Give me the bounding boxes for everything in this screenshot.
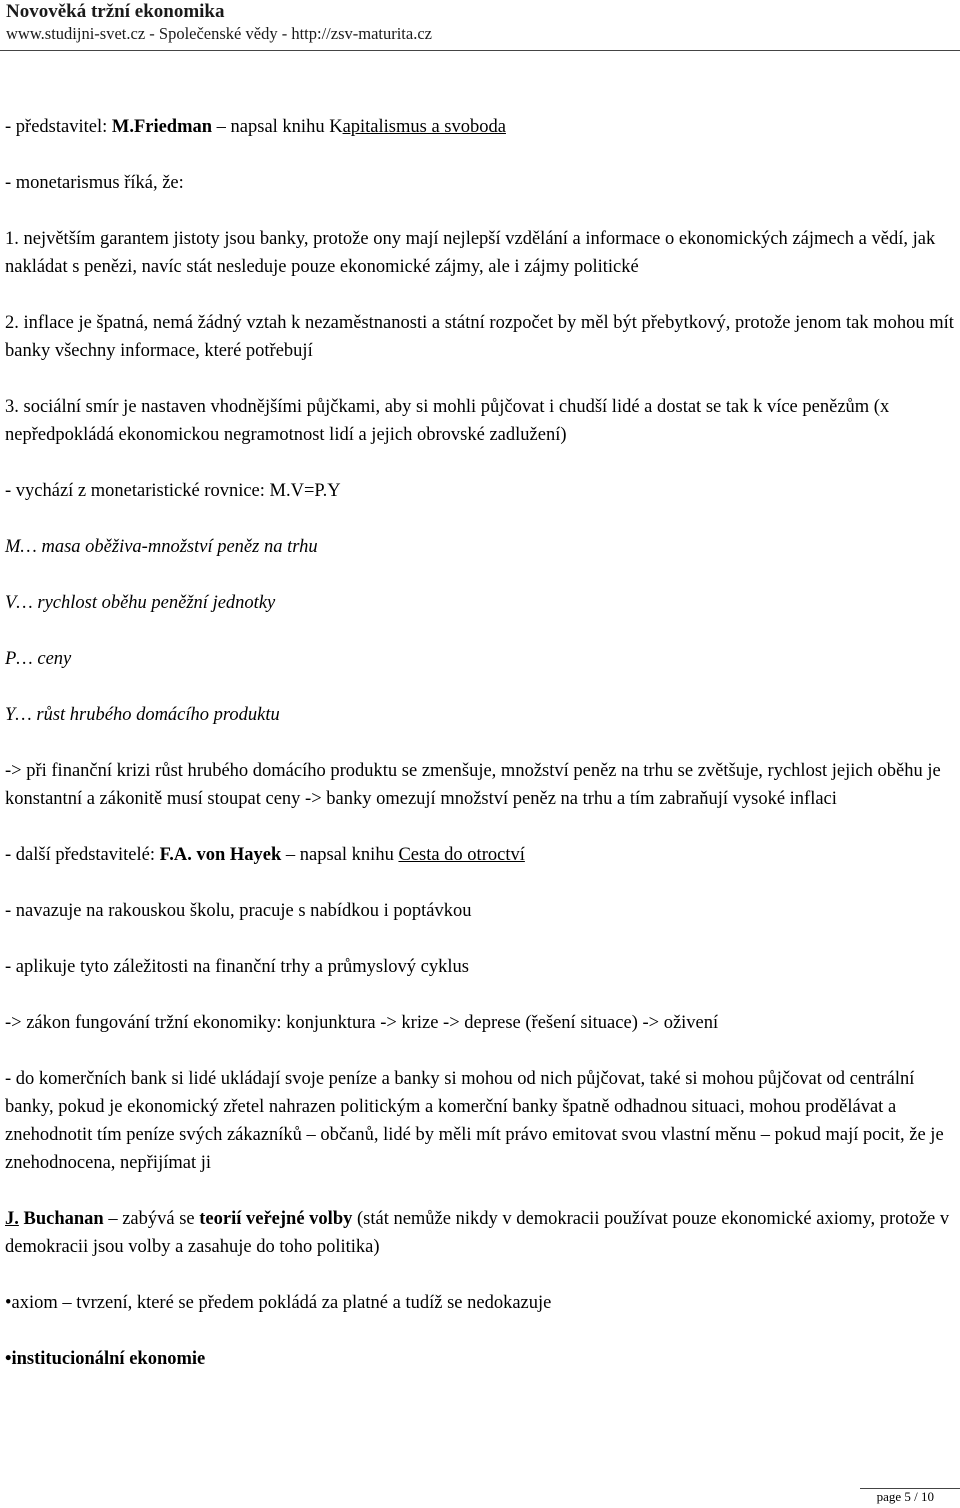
document-subtitle: www.studijni-svet.cz - Společenské vědy - http://zsv-maturita.cz bbox=[6, 24, 432, 43]
equation-term-y: Y… růst hrubého domácího produktu bbox=[5, 705, 280, 725]
paragraph: -> zákon fungování tržní ekonomiky: konjunktura -> krize -> deprese (řešení situace) -> oživení bbox=[5, 1013, 719, 1033]
text: - další představitelé: bbox=[5, 845, 160, 865]
author-name: F.A. von Hayek bbox=[159, 845, 282, 865]
author-initial: J. bbox=[5, 1209, 19, 1229]
text: – zabývá se bbox=[103, 1209, 200, 1229]
equation-term-v: V… rychlost oběhu peněžní jednotky bbox=[5, 593, 276, 613]
equation-term-p: P… ceny bbox=[5, 649, 72, 669]
header-divider bbox=[0, 50, 960, 51]
text: - představitel: bbox=[5, 117, 112, 137]
paragraph: 1. největším garantem jistoty jsou banky, protože ony mají nejlepší vzdělání a informace o ekonomických zájmech a vědí, jak nakládat s penězi, navíc stát nesleduje pouze ekonomické zájmy, ale i zájmy politické bbox=[5, 229, 936, 277]
author-name: Buchanan bbox=[18, 1209, 104, 1229]
page-number: page 5 / 10 bbox=[876, 1489, 934, 1504]
paragraph-friedman bbox=[5, 113, 955, 141]
paragraph: -> při finanční krizi růst hrubého domácího produktu se zmenšuje, množství peněz na trhu se zvětšuje, rychlost jejich oběhu je konstantní a zákonitě musí stoupat ceny -> banky omezují množství peněz na trhu a tím zabraňují vysoké inflaci bbox=[5, 761, 941, 809]
page-header bbox=[6, 0, 432, 46]
paragraph: - vychází z monetaristické rovnice: M.V=P.Y bbox=[5, 481, 341, 501]
text: (stát nemůže nikdy v demokracii používat pouze ekonomické axiomy, protože v demokracii jsou volby a zasahuje do toho politika) bbox=[5, 1209, 950, 1257]
text: – napsal knihu K bbox=[212, 117, 343, 137]
book-title: apitalismus a svoboda bbox=[342, 117, 506, 137]
paragraph: - monetarismus říká, že: bbox=[5, 173, 184, 193]
bullet-item: •axiom – tvrzení, které se předem pokládá za platné a tudíž se nedokazuje bbox=[5, 1293, 552, 1313]
paragraph-buchanan bbox=[5, 1205, 955, 1261]
bullet-item: •institucionální ekonomie bbox=[5, 1349, 206, 1369]
paragraph: - aplikuje tyto záležitosti na finanční trhy a průmyslový cyklus bbox=[5, 957, 469, 977]
document-body bbox=[5, 113, 955, 1401]
equation-term-m: M… masa oběživa-množství peněz na trhu bbox=[5, 537, 318, 557]
paragraph: 2. inflace je špatná, nemá žádný vztah k nezaměstnanosti a státní rozpočet by měl být přebytkový, protože jenom tak mohou mít banky všechny informace, které potřebují bbox=[5, 313, 954, 361]
text: – napsal knihu bbox=[281, 845, 399, 865]
paragraph-hayek bbox=[5, 841, 955, 869]
document-title: Novověká tržní ekonomika bbox=[6, 1, 225, 22]
author-name: M.Friedman bbox=[111, 117, 213, 137]
theory-name: teorií veřejné volby bbox=[199, 1209, 353, 1229]
paragraph: 3. sociální smír je nastaven vhodnějšími půjčkami, aby si mohli půjčovat i chudší lidé a dostat se tak k více penězům (x nepředpokládá ekonomickou negramotnost lidí a jejich obrovské zadlužení) bbox=[5, 397, 890, 445]
paragraph: - do komerčních bank si lidé ukládají svoje peníze a banky si mohou od nich půjčovat, také si mohou půjčovat od centrální banky, pokud je ekonomický zřetel nahrazen politickým a komerční banky špatně odhadnou situaci, mohou prodělávat a znehodnotit tím peníze svých zákazníků – občanů, lidé by měli mít právo emitovat svou vlastní měnu – pokud mají pocit, že je znehodnocena, nepřijímat ji bbox=[5, 1069, 944, 1173]
paragraph: - navazuje na rakouskou školu, pracuje s nabídkou i poptávkou bbox=[5, 901, 472, 921]
book-title: Cesta do otroctví bbox=[398, 845, 525, 865]
